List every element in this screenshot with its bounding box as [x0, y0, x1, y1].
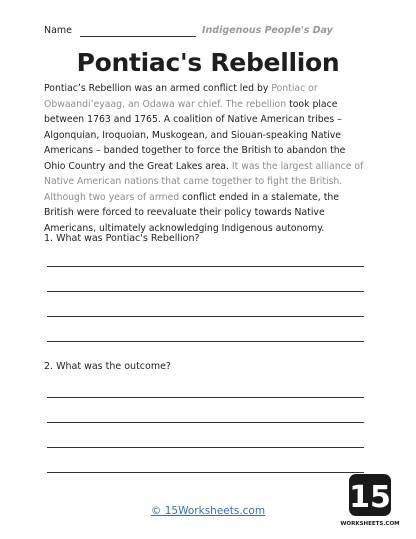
answer-line-q1-4[interactable] — [47, 341, 364, 342]
answer-line-q2-2[interactable] — [47, 422, 364, 423]
logo-number: 15 — [349, 480, 391, 515]
passage-segment: took place — [289, 98, 338, 110]
passage-segment: Pontiac’s Rebellion was an armed conflict led by — [44, 83, 272, 94]
answer-line-q1-1[interactable] — [47, 266, 364, 267]
name-label: Name — [44, 25, 73, 36]
worksheet-header — [44, 24, 372, 42]
answer-line-q1-2[interactable] — [47, 291, 364, 292]
passage-segment: between 1763 and 1765. A coalition of Native American tribes – — [44, 114, 342, 125]
passage-line — [44, 112, 374, 128]
passage-segment: Pontiac or — [271, 83, 318, 94]
passage-segment: Americans – banded together to force the British to abandon the — [44, 145, 346, 156]
passage-line — [44, 97, 374, 113]
answer-line-q2-1[interactable] — [47, 397, 364, 398]
subject-label: Indigenous People's Day — [202, 25, 333, 36]
passage-line — [44, 128, 374, 144]
passage-segment: Algonquian, Iroquoian, Muskogean, and Siouan-speaking Native — [44, 129, 341, 141]
name-input-line[interactable] — [80, 36, 196, 37]
reading-passage — [44, 81, 374, 236]
worksheets-logo-icon — [340, 470, 400, 530]
passage-line — [44, 159, 374, 175]
passage-segment: It was the largest alliance of — [231, 160, 364, 172]
passage-line — [44, 143, 374, 159]
logo-text: WORKSHEETS.COM — [340, 521, 400, 527]
passage-segment: Americans, ultimately acknowledging Indigenous autonomy. — [44, 222, 325, 234]
answer-line-q2-4[interactable] — [47, 472, 364, 473]
passage-line — [44, 81, 374, 97]
passage-segment: Obwaandi’eyaag, an Odawa war chief. The rebellion — [44, 98, 290, 110]
answer-line-q1-3[interactable] — [47, 316, 364, 317]
passage-segment: conflict ended in a stalemate, the — [182, 191, 339, 203]
passage-segment: Although two years of armed — [44, 191, 183, 203]
question-1: 1. What was Pontiac's Rebellion? — [44, 233, 200, 244]
page-title: Pontiac's Rebellion — [76, 48, 340, 77]
passage-segment: Native American nations that came together to fight the British. — [44, 176, 343, 187]
passage-line — [44, 174, 374, 190]
passage-line — [44, 190, 374, 206]
copyright-text[interactable]: © 15Worksheets.com — [150, 505, 266, 517]
passage-segment: Ohio Country and the Great Lakes area. — [44, 160, 232, 172]
question-2: 2. What was the outcome? — [44, 361, 171, 372]
passage-segment: British were forced to reevaluate their policy towards Native — [44, 207, 325, 218]
answer-line-q2-3[interactable] — [47, 447, 364, 448]
passage-line — [44, 205, 374, 221]
